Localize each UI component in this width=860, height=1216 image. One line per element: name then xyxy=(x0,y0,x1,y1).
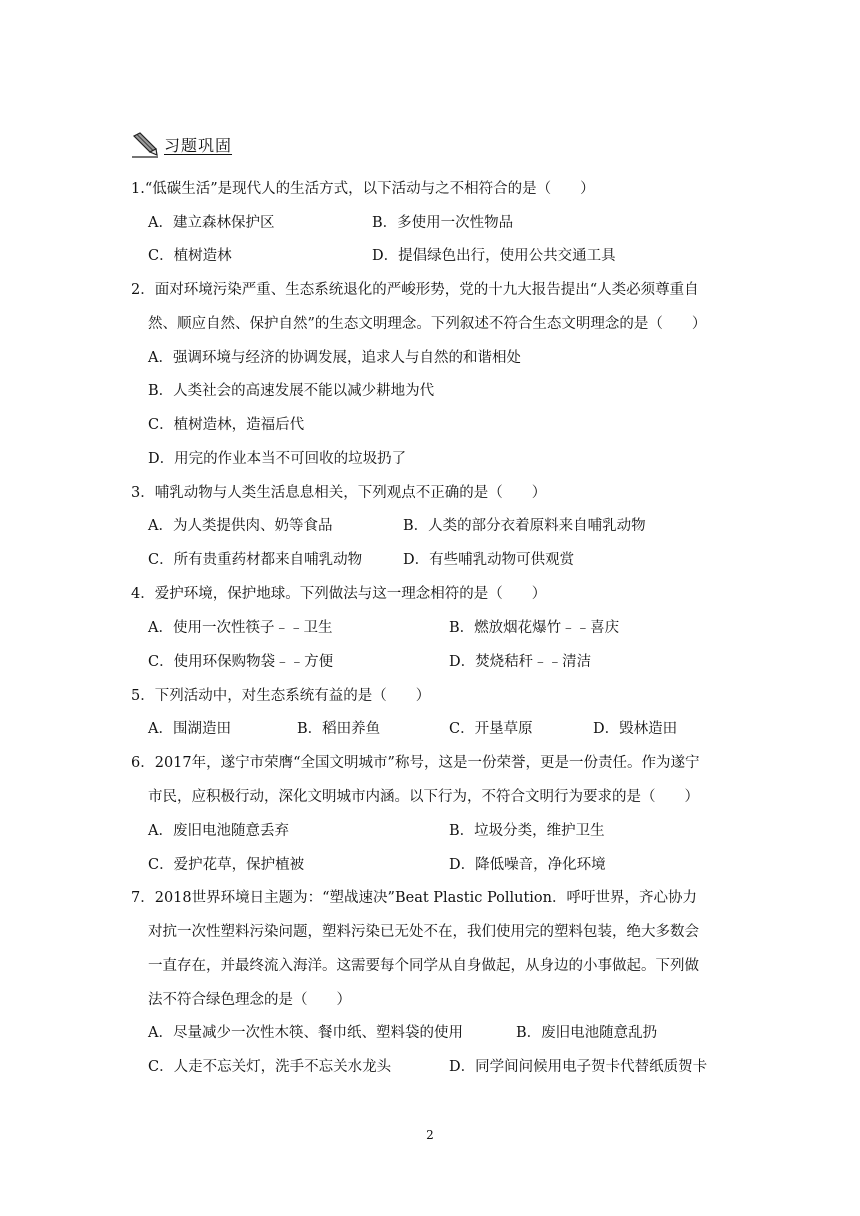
question-7-stem-cont-1: 对抗一次性塑料污染问题，塑料污染已无处不在，我们使用完的塑料包装，绝大多数会 xyxy=(148,924,699,940)
question-6-stem-cont: 市民，应积极行动，深化文明城市内涵。以下行为，不符合文明行为要求的是（ ） xyxy=(148,789,699,805)
question-6-stem: 6．2017年，遂宁市荣膺“全国文明城市”称号，这是一份荣誉，更是一份责任。作为遂宁 xyxy=(131,755,700,771)
question-4-option-a: A．使用一次性筷子﹣﹣卫生 xyxy=(148,620,333,636)
question-1-stem: 1.“低碳生活”是现代人的生活方式，以下活动与之不相符合的是（ ） xyxy=(131,181,595,197)
question-1-option-b: B．多使用一次性物品 xyxy=(372,215,514,231)
question-5-option-c: C．开垦草原 xyxy=(449,721,533,737)
question-4-option-d: D．焚烧秸秆﹣﹣清洁 xyxy=(449,654,592,670)
question-4-option-c: C．使用环保购物袋﹣﹣方便 xyxy=(148,654,334,670)
question-6-option-a: A．废旧电池随意丢弃 xyxy=(148,823,289,839)
question-3-option-b: B．人类的部分衣着原料来自哺乳动物 xyxy=(403,518,646,534)
question-3-option-a: A．为人类提供肉、奶等食品 xyxy=(148,518,333,534)
question-4-option-b: B．燃放烟花爆竹﹣﹣喜庆 xyxy=(449,620,620,636)
question-7-option-a: A．尽量减少一次性木筷、餐巾纸、塑料袋的使用 xyxy=(148,1025,463,1041)
section-heading xyxy=(130,132,232,158)
question-7-option-d: D．同学间问候用电子贺卡代替纸质贺卡 xyxy=(449,1059,708,1075)
question-5-option-a: A．围湖造田 xyxy=(148,721,231,737)
question-3-option-d: D．有些哺乳动物可供观赏 xyxy=(403,552,575,568)
question-2-stem: 2．面对环境污染严重、生态系统退化的严峻形势，党的十九大报告提出“人类必须尊重自 xyxy=(131,282,699,298)
question-6-option-d: D．降低噪音，净化环境 xyxy=(449,857,606,873)
question-3-stem: 3．哺乳动物与人类生活息息相关，下列观点不正确的是（ ） xyxy=(131,485,547,501)
section-title: 习题巩固 xyxy=(164,136,233,155)
question-7-option-c: C．人走不忘关灯，洗手不忘关水龙头 xyxy=(148,1059,392,1075)
question-7-option-b: B．废旧电池随意乱扔 xyxy=(516,1025,658,1041)
question-3-option-c: C．所有贵重药材都来自哺乳动物 xyxy=(148,552,363,568)
question-4-stem: 4．爱护环境，保护地球。下列做法与这一理念相符的是（ ） xyxy=(131,586,547,602)
page-number: 2 xyxy=(426,1128,434,1142)
question-2-option-d: D．用完的作业本当不可回收的垃圾扔了 xyxy=(148,451,407,467)
question-2-stem-cont: 然、顺应自然、保护自然”的生态文明理念。下列叙述不符合生态文明理念的是（ ） xyxy=(148,316,707,332)
question-2-option-b: B．人类社会的高速发展不能以减少耕地为代 xyxy=(148,383,435,399)
question-5-stem: 5．下列活动中，对生态系统有益的是（ ） xyxy=(131,688,431,704)
question-2-option-a: A．强调环境与经济的协调发展，追求人与自然的和谐相处 xyxy=(148,350,521,366)
question-1-option-a: A．建立森林保护区 xyxy=(148,215,275,231)
question-7-stem-cont-3: 法不符合绿色理念的是（ ） xyxy=(148,992,351,1008)
question-7-stem: 7．2018世界环境日主题为：“塑战速决”Beat Plastic Pollution．呼吁世界，齐心协力 xyxy=(131,890,697,906)
question-2-option-c: C．植树造林，造福后代 xyxy=(148,417,305,433)
question-5-option-d: D．毁林造田 xyxy=(593,721,678,737)
question-1-option-d: D．提倡绿色出行，使用公共交通工具 xyxy=(372,248,616,264)
question-1-option-c: C．植树造林 xyxy=(148,248,232,264)
question-6-option-b: B．垃圾分类，维护卫生 xyxy=(449,823,605,839)
question-6-option-c: C．爱护花草，保护植被 xyxy=(148,857,305,873)
question-5-option-b: B．稻田养鱼 xyxy=(297,721,381,737)
question-7-stem-cont-2: 一直存在，并最终流入海洋。这需要每个同学从自身做起，从身边的小事做起。下列做 xyxy=(148,958,699,974)
pencil-icon xyxy=(130,132,160,158)
